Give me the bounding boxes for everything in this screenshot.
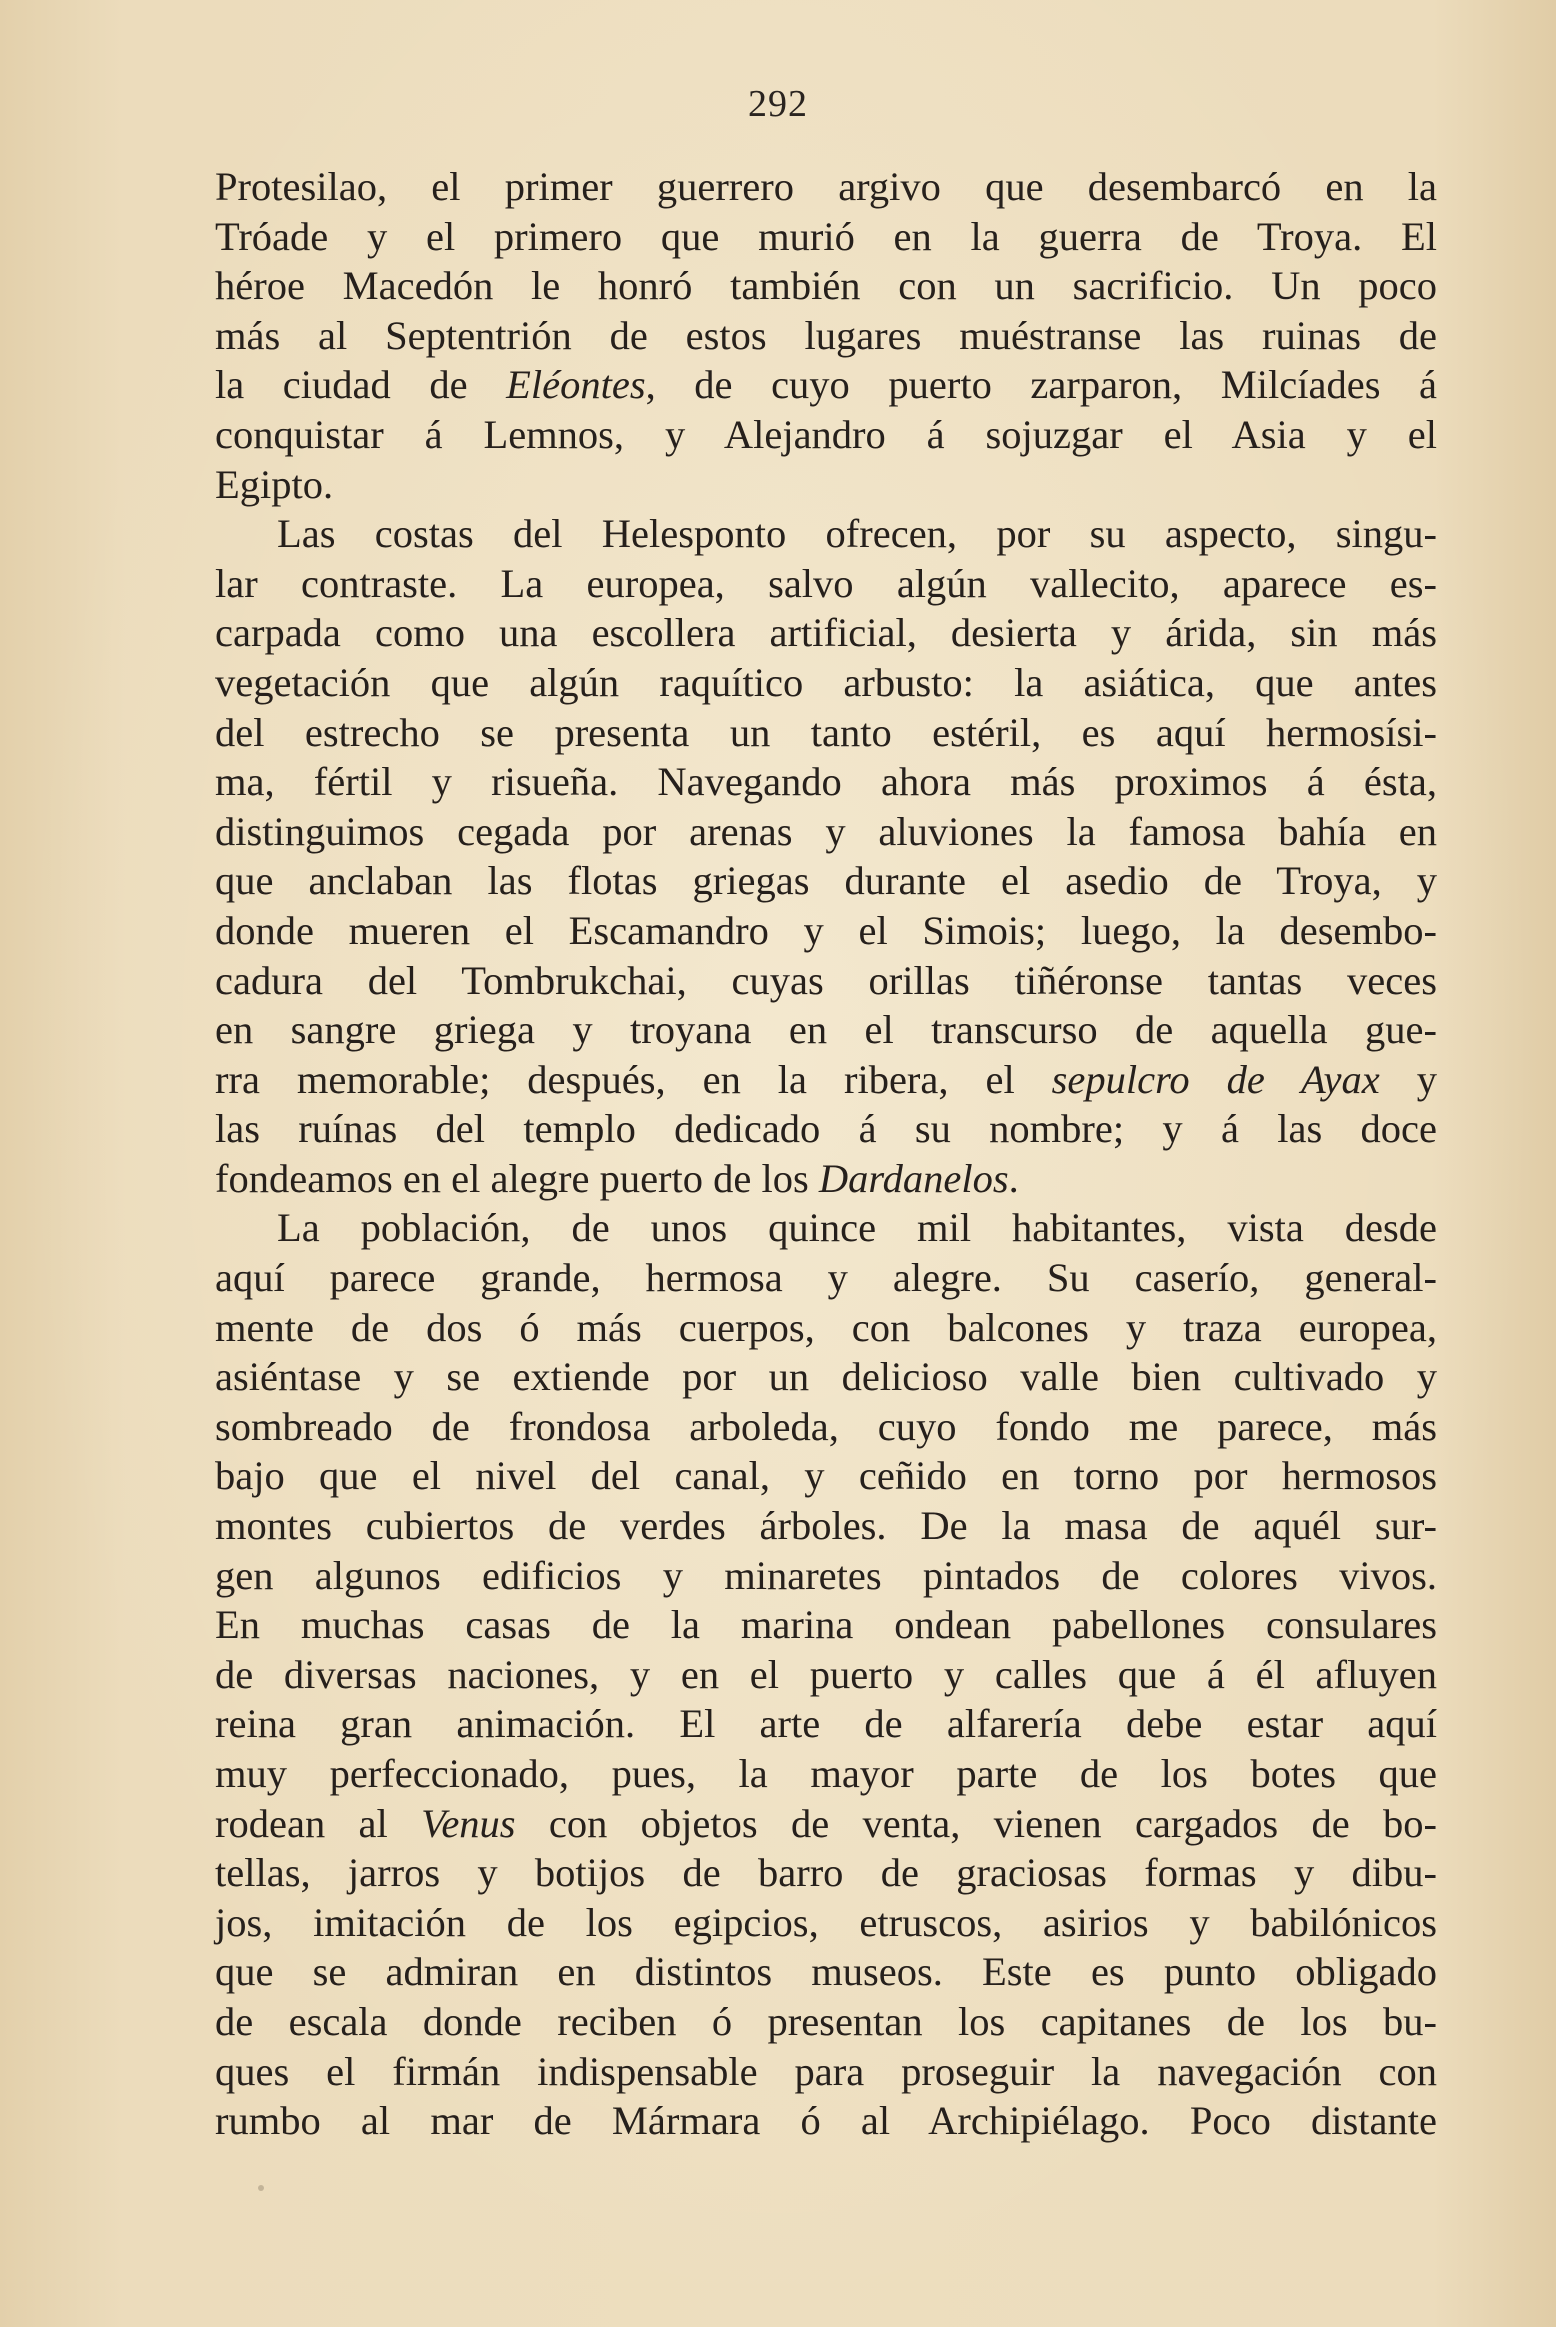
text-line: rumbo al mar de Mármara ó al Archipiélago. Poco distante: [215, 2098, 1437, 2144]
text-line: aquí parece grande, hermosa y alegre. Su caserío, general-: [215, 1255, 1437, 1301]
text-line: ma, fértil y risueña. Navegando ahora más proximos á ésta,: [215, 759, 1437, 805]
text-line: tellas, jarros y botijos de barro de graciosas formas y dibu-: [215, 1850, 1437, 1896]
text-line: asiéntase y se extiende por un delicioso valle bien cultivado y: [215, 1354, 1437, 1400]
text-line: que se admiran en distintos museos. Este es punto obligado: [215, 1949, 1437, 1995]
text-line: mente de dos ó más cuerpos, con balcones y traza europea,: [215, 1304, 1437, 1350]
text-line: en sangre griega y troyana en el transcurso de aquella gue-: [215, 1007, 1437, 1053]
text-line: jos, imitación de los egipcios, etruscos, asirios y babilónicos: [215, 1899, 1437, 1945]
italic-term: Eléontes: [506, 362, 646, 408]
text-line: de escala donde reciben ó presentan los capitanes de los bu-: [215, 1998, 1437, 2044]
text-line: más al Septentrión de estos lugares muéstranse las ruinas de: [215, 312, 1437, 358]
text-line: la ciudad de Eléontes, de cuyo puerto zarparon, Milcíades á: [215, 362, 1437, 408]
text-line: lar contraste. La europea, salvo algún vallecito, aparece es-: [215, 560, 1437, 606]
text-line: muy perfeccionado, pues, la mayor parte de los botes que: [215, 1751, 1437, 1796]
text-line: Tróade y el primero que murió en la guerra de Troya. El: [215, 213, 1437, 259]
text-line: las ruínas del templo dedicado á su nombre; y á las doce: [215, 1106, 1437, 1152]
text-line: que anclaban las flotas griegas durante el asedio de Troya, y: [215, 858, 1437, 904]
text-line: La población, de unos quince mil habitantes, vista desde: [277, 1205, 1437, 1251]
text-line: rodean al Venus con objetos de venta, vienen cargados de bo-: [215, 1800, 1437, 1846]
text-line: de diversas naciones, y en el puerto y calles que á él afluyen: [215, 1651, 1437, 1697]
text-line: del estrecho se presenta un tanto estéril, es aquí hermosísi-: [215, 709, 1437, 755]
text-line: carpada como una escollera artificial, desierta y árida, sin más: [215, 610, 1437, 656]
text-line: rra memorable; después, en la ribera, el sepulcro de Ayax y: [215, 1056, 1437, 1102]
text-line: montes cubiertos de verdes árboles. De la masa de aquél sur-: [215, 1503, 1437, 1549]
text-line: reina gran animación. El arte de alfarería debe estar aquí: [215, 1701, 1437, 1747]
italic-term: Venus: [421, 1800, 516, 1846]
text-line: fondeamos en el alegre puerto de los Dardanelos.: [215, 1155, 1019, 1201]
text-line: En muchas casas de la marina ondean pabellones consulares: [215, 1602, 1437, 1648]
italic-term: sepulcro de Ayax: [1051, 1056, 1380, 1102]
text-line: cadura del Tombrukchai, cuyas orillas tiñéronse tantas veces: [215, 957, 1437, 1003]
text-line: gen algunos edificios y minaretes pintados de colores vivos.: [215, 1552, 1437, 1598]
text-line: sombreado de frondosa arboleda, cuyo fondo me parece, más: [215, 1403, 1437, 1449]
text-line: Las costas del Helesponto ofrecen, por su aspecto, singu-: [277, 511, 1437, 557]
text-line: bajo que el nivel del canal, y ceñido en torno por hermosos: [215, 1453, 1437, 1499]
text-line: héroe Macedón le honró también con un sacrificio. Un poco: [215, 263, 1437, 309]
text-line: donde mueren el Escamandro y el Simois; luego, la desembo-: [215, 907, 1437, 953]
text-line: Egipto.: [215, 461, 334, 507]
text-line: conquistar á Lemnos, y Alejandro á sojuzgar el Asia y el: [215, 411, 1437, 457]
text-line: distinguimos cegada por arenas y aluviones la famosa bahía en: [215, 808, 1437, 854]
paper-speck: [258, 2185, 264, 2191]
text-line: ques el firmán indispensable para proseguir la navegación con: [215, 2048, 1437, 2094]
page-number: 292: [748, 83, 808, 125]
text-line: Protesilao, el primer guerrero argivo que desembarcó en la: [215, 164, 1437, 209]
body-text: [215, 162, 1437, 2146]
text-line: vegetación que algún raquítico arbusto: la asiática, que antes: [215, 659, 1437, 705]
italic-term: Dardanelos: [818, 1155, 1009, 1201]
